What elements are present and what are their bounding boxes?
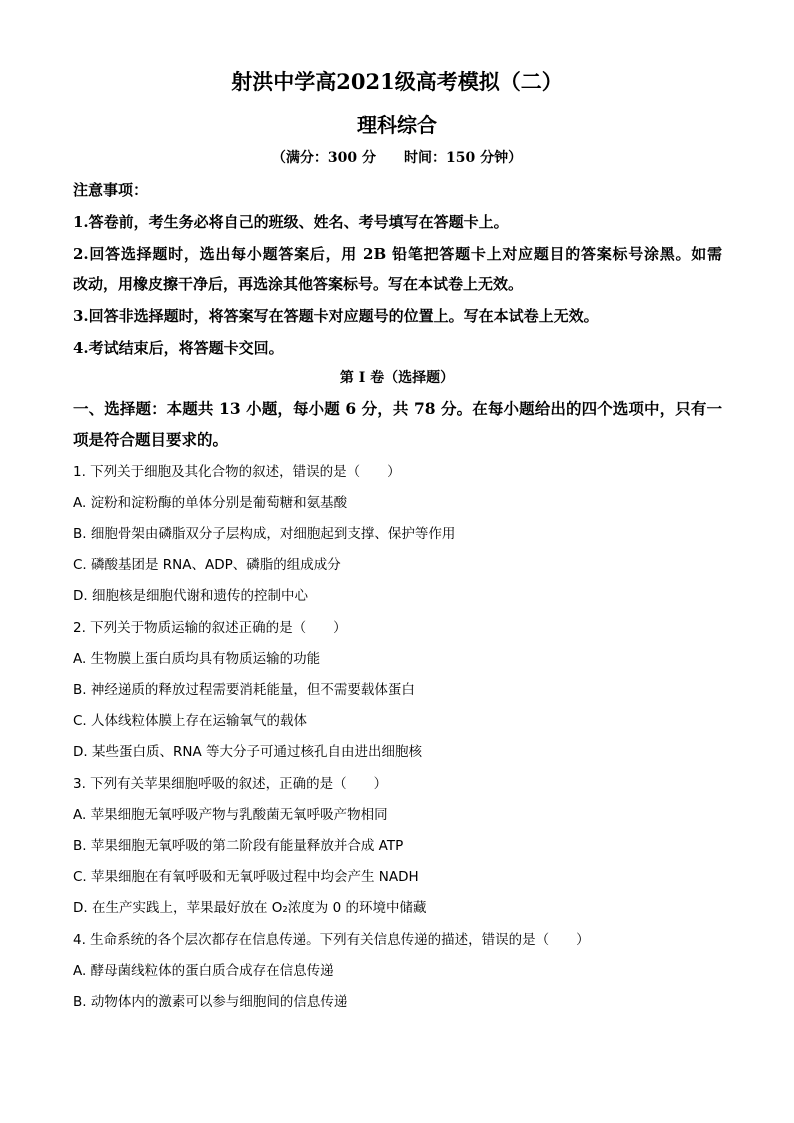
part-title: 第 I 卷（选择题） bbox=[339, 370, 455, 386]
exam-subject: 理科综合 bbox=[357, 113, 437, 137]
question-2-option-d: D. 某些蛋白质、RNA 等大分子可通过核孔自由进出细胞核 bbox=[73, 744, 422, 760]
notice-heading: 注意事项： bbox=[73, 181, 149, 199]
question-1-stem: 1. 下列关于细胞及其化合物的叙述，错误的是（ ） bbox=[73, 464, 401, 480]
question-1-option-c: C. 磷酸基团是 RNA、ADP、磷脂的组成成分 bbox=[73, 557, 341, 573]
question-2-option-b: B. 神经递质的释放过程需要消耗能量，但不需要载体蛋白 bbox=[73, 682, 415, 698]
notice-line-2-cont: 改动，用橡皮擦干净后，再选涂其他答案标号。写在本试卷上无效。 bbox=[73, 275, 524, 293]
question-4-option-a: A. 酵母菌线粒体的蛋白质合成存在信息传递 bbox=[73, 963, 334, 979]
exam-title: 射洪中学高2021级高考模拟（二） bbox=[231, 69, 563, 94]
section-instructions-line-1: 一、选择题：本题共 13 小题，每小题 6 分，共 78 分。在每小题给出的四个选项中，只有一 bbox=[73, 399, 722, 418]
notice-line-1: 1.答卷前，考生务必将自己的班级、姓名、考号填写在答题卡上。 bbox=[73, 213, 509, 231]
notice-line-3: 3.回答非选择题时，将答案写在答题卡对应题号的位置上。写在本试卷上无效。 bbox=[73, 307, 599, 325]
question-2-stem: 2. 下列关于物质运输的叙述正确的是（ ） bbox=[73, 620, 347, 636]
question-3-option-b: B. 苹果细胞无氧呼吸的第二阶段有能量释放并合成 ATP bbox=[73, 838, 404, 854]
question-3-option-c: C. 苹果细胞在有氧呼吸和无氧呼吸过程中均会产生 NADH bbox=[73, 869, 419, 885]
section-instructions-line-2: 项是符合题目要求的。 bbox=[73, 430, 229, 449]
notice-line-2: 2.回答选择题时，选出每小题答案后，用 2B 铅笔把答题卡上对应题目的答案标号涂黑。如需 bbox=[73, 245, 722, 263]
question-4-stem: 4. 生命系统的各个层次都存在信息传递。下列有关信息传递的描述，错误的是（ ） bbox=[73, 932, 590, 948]
question-1-option-b: B. 细胞骨架由磷脂双分子层构成，对细胞起到支撑、保护等作用 bbox=[73, 526, 456, 542]
exam-score-time: （满分：300 分 时间：150 分钟） bbox=[271, 150, 523, 166]
question-3-option-d: D. 在生产实践上，苹果最好放在 O₂浓度为 0 的环境中储藏 bbox=[73, 900, 427, 916]
notice-line-4: 4.考试结束后，将答题卡交回。 bbox=[73, 339, 284, 357]
question-3-stem: 3. 下列有关苹果细胞呼吸的叙述，正确的是（ ） bbox=[73, 776, 388, 792]
question-1-option-a: A. 淀粉和淀粉酶的单体分别是葡萄糖和氨基酸 bbox=[73, 495, 348, 511]
question-2-option-a: A. 生物膜上蛋白质均具有物质运输的功能 bbox=[73, 651, 321, 667]
question-2-option-c: C. 人体线粒体膜上存在运输氧气的载体 bbox=[73, 713, 308, 729]
question-3-option-a: A. 苹果细胞无氧呼吸产物与乳酸菌无氧呼吸产物相同 bbox=[73, 807, 388, 823]
question-1-option-d: D. 细胞核是细胞代谢和遗传的控制中心 bbox=[73, 588, 308, 604]
question-4-option-b: B. 动物体内的激素可以参与细胞间的信息传递 bbox=[73, 994, 348, 1010]
